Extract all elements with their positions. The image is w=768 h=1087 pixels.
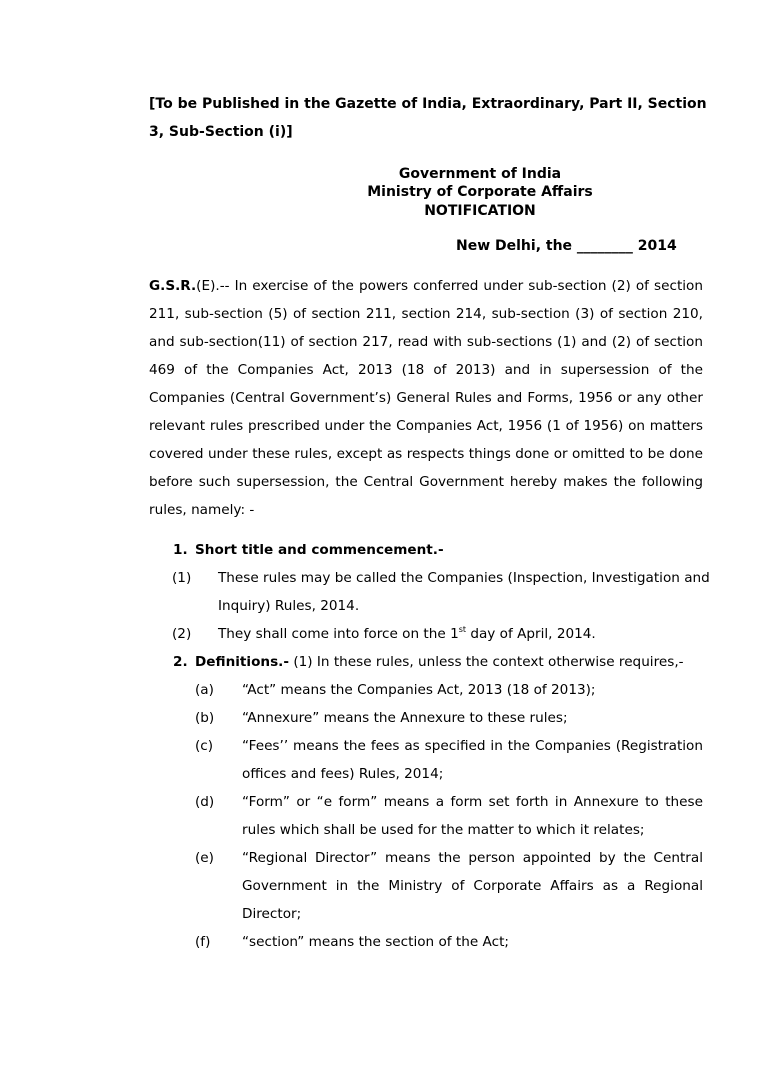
preamble-line-4: 469 of the Companies Act, 2013 (18 of 2013) and in supersession of the — [149, 362, 703, 378]
definition-b-label: (b) — [195, 710, 215, 726]
government-heading: Government of India — [398, 166, 562, 182]
rule-1-number: 1. — [173, 542, 188, 558]
definition-b-text: “Annexure” means the Annexure to these rules; — [242, 710, 568, 726]
gsr-label: G.S.R. — [149, 278, 197, 294]
preamble-line-6: relevant rules prescribed under the Companies Act, 1956 (1 of 1956) on matters — [149, 418, 703, 434]
definition-c-line-1: “Fees’’ means the fees as specified in the Companies (Registration — [242, 738, 703, 754]
rule-1-title: Short title and commencement.- — [195, 542, 444, 558]
definition-e-line-3: Director; — [242, 906, 302, 922]
rule-2-title: Definitions.- — [195, 654, 289, 670]
publication-note-line-1: [To be Published in the Gazette of India, Extraordinary, Part II, Section — [149, 96, 707, 112]
definition-f-label: (f) — [195, 934, 211, 950]
place-date: New Delhi, the ________ 2014 — [456, 238, 677, 254]
preamble-line-1: G.S.R.(E).-- In exercise of the powers conferred under sub-section (2) of section — [149, 278, 703, 294]
definition-a-label: (a) — [195, 682, 214, 698]
rule-1-clause-1-line-1: These rules may be called the Companies (Inspection, Investigation and — [218, 570, 710, 586]
rule-1-clause-1-label: (1) — [172, 570, 192, 586]
definition-a-text: “Act” means the Companies Act, 2013 (18 of 2013); — [242, 682, 596, 698]
rule-2-number: 2. — [173, 654, 188, 670]
publication-note-line-2: 3, Sub-Section (i)] — [149, 124, 293, 140]
preamble-line-9: rules, namely: - — [149, 502, 255, 518]
rule-1-clause-2-label: (2) — [172, 626, 192, 642]
preamble-line-7: covered under these rules, except as respects things done or omitted to be done — [149, 446, 703, 462]
definition-c-label: (c) — [195, 738, 214, 754]
definition-e-label: (e) — [195, 850, 214, 866]
notification-heading: NOTIFICATION — [424, 203, 536, 219]
definition-d-label: (d) — [195, 794, 215, 810]
rule-1-clause-1-line-2: Inquiry) Rules, 2014. — [218, 598, 360, 614]
rule-1-clause-2-text: They shall come into force on the 1st day of April, 2014. — [218, 625, 596, 642]
rule-2-intro: (1) In these rules, unless the context otherwise requires,- — [289, 654, 684, 670]
preamble-line-8: before such supersession, the Central Government hereby makes the following — [149, 474, 703, 490]
definition-d-line-1: “Form” or “e form” means a form set forth in Annexure to these — [242, 794, 703, 810]
ministry-heading: Ministry of Corporate Affairs — [367, 184, 593, 200]
preamble-line-2: 211, sub-section (5) of section 211, section 214, sub-section (3) of section 210, — [149, 306, 703, 322]
definition-c-line-2: offices and fees) Rules, 2014; — [242, 766, 444, 782]
definition-e-line-2: Government in the Ministry of Corporate Affairs as a Regional — [242, 878, 703, 894]
definition-d-line-2: rules which shall be used for the matter to which it relates; — [242, 822, 645, 838]
preamble-line-5: Companies (Central Government’s) General Rules and Forms, 1956 or any other — [149, 390, 703, 406]
definition-e-line-1: “Regional Director” means the person appointed by the Central — [242, 850, 703, 866]
definition-f-text: “section” means the section of the Act; — [242, 934, 509, 950]
rule-2-heading — [195, 653, 684, 671]
preamble-line-3: and sub-section(11) of section 217, read with sub-sections (1) and (2) of section — [149, 334, 703, 350]
